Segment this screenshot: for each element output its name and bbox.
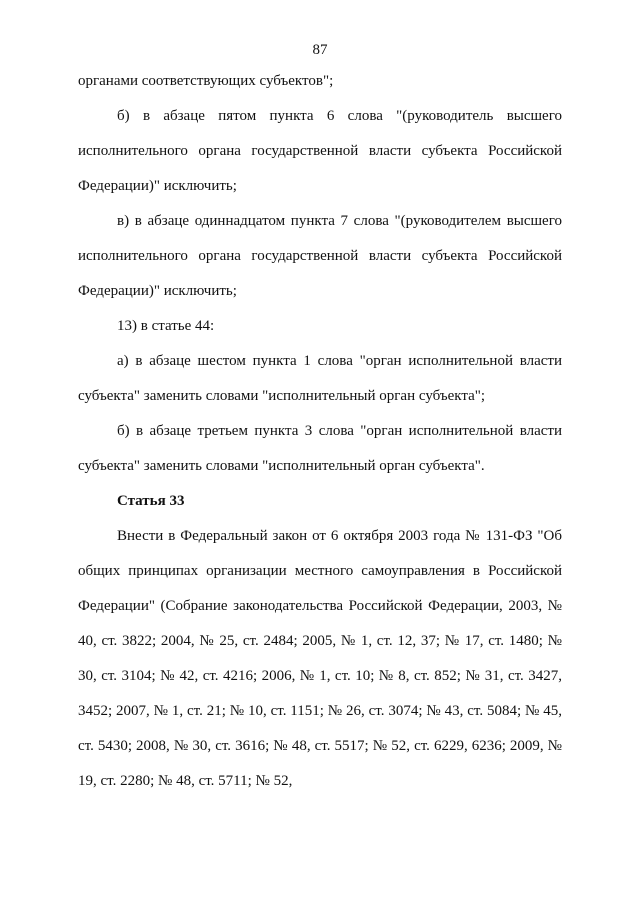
paragraph-item-13: 13) в статье 44:	[117, 318, 215, 334]
paragraph-continuation: органами соответствующих субъектов";	[78, 73, 334, 89]
paragraph-item-b-clause-6: б) в абзаце пятом пункта 6 слова "(руководитель высшего исполнительного органа государственной власти субъекта Российской Федерации)" исключить;	[78, 108, 562, 194]
page-number: 87	[312, 42, 328, 58]
paragraph-item-v-clause-7: в) в абзаце одиннадцатом пункта 7 слова "(руководителем высшего исполнительного органа государственной власти субъекта Российской Федерации)" исключить;	[78, 213, 562, 299]
article-text: Внести в Федеральный закон от 6 октября 2003 года № 131-ФЗ "Об общих принципах организации местного самоуправления в Российской Федерации" (Собрание законодательства Российской Федерации, 2003, № 40, ст. 3822; 2004, № 25, ст. 2484; 2005, № 1, ст. 12, 37; № 17, ст. 1480; № 30, ст. 3104; № 42, ст. 4216; 2006, № 1, ст. 10; № 8, ст. 852; № 31, ст. 3427, 3452; 2007, № 1, ст. 21; № 10, ст. 1151; № 26, ст. 3074; № 43, ст. 5084; № 45, ст. 5430; 2008, № 30, ст. 3616; № 48, ст. 5517; № 52, ст. 6229, 6236; 2009, № 19, ст. 2280; № 48, ст. 5711; № 52,	[78, 528, 562, 789]
article-heading: Статья 33	[117, 493, 185, 509]
document-body	[78, 64, 562, 799]
paragraph-item-a-clause-1: а) в абзаце шестом пункта 1 слова "орган исполнительной власти субъекта" заменить словами "исполнительный орган субъекта";	[78, 353, 562, 404]
paragraph-item-b-clause-3: б) в абзаце третьем пункта 3 слова "орган исполнительной власти субъекта" заменить словами "исполнительный орган субъекта".	[78, 423, 562, 474]
